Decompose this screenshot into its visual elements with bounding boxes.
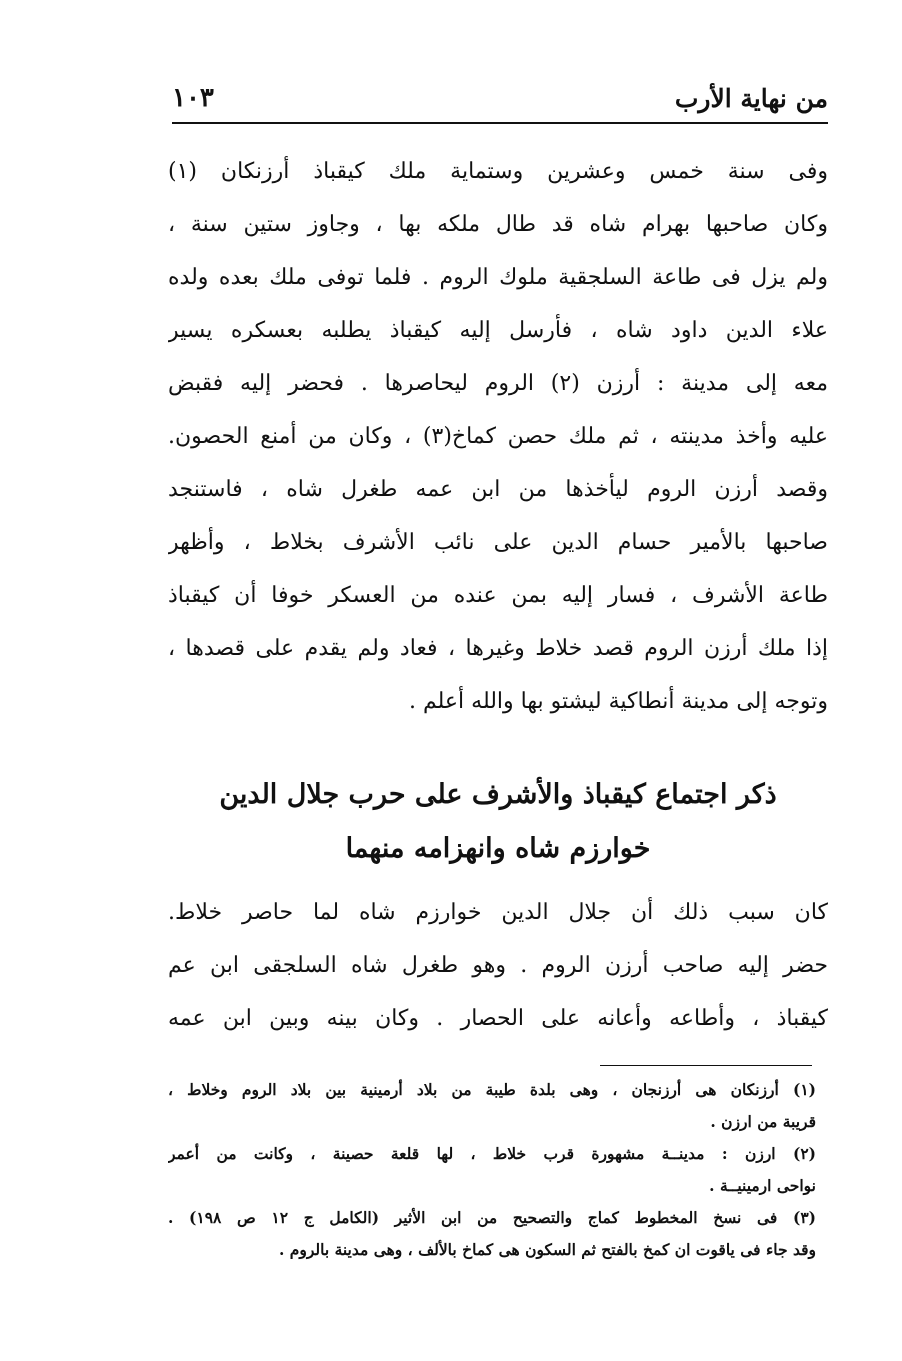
text-line: إذا ملك أرزن الروم قصد خلاط وغيرها ، فعاد ولم يقدم على قصدها ، <box>168 636 828 661</box>
text-line: طاعة الأشرف ، فسار إليه بمن عنده من العسكر خوفا أن كيقباذ <box>168 583 828 608</box>
page-number: ١٠٣ <box>172 83 214 113</box>
paragraph-2 <box>168 886 828 1045</box>
footnote-line: (٣) فى نسخ المخطوط كماج والتصحيح من ابن الأثير (الكامل ج ١٢ ص ١٩٨) . <box>168 1208 816 1227</box>
text-line: وقصد أرزن الروم ليأخذها من ابن عمه طغرل شاه ، فاستنجد <box>168 477 828 502</box>
heading-line: ذكر اجتماع كيقباذ والأشرف على حرب جلال الدين <box>219 779 777 810</box>
footnote-line: نواحى ارمينيــة . <box>709 1176 816 1195</box>
text-line: وكان صاحبها بهرام شاه قد طال ملكه بها ، وجاوز ستين سنة ، <box>168 212 828 237</box>
text-line: كان سبب ذلك أن جلال الدين خوارزم شاه لما حاصر خلاط. <box>168 900 828 925</box>
text-line: وفى سنة خمس وعشرين وستماية ملك كيقباذ أرزنكان (١) <box>168 159 828 184</box>
running-header <box>172 78 828 118</box>
text-line: ولم يزل فى طاعة السلجقية ملوك الروم . فلما توفى ملك بعده ولده <box>168 265 828 290</box>
paragraph-1 <box>168 145 828 728</box>
text-line: حضر إليه صاحب أرزن الروم . وهو طغرل شاه السلجقى ابن عم <box>168 953 828 978</box>
footnote-line: قريبة من ارزن . <box>710 1112 816 1131</box>
text-line: صاحبها بالأمير حسام الدين على نائب الأشرف بخلاط ، وأظهر <box>168 530 828 555</box>
footnote-line: (٢) ارزن : مدينــة مشهورة قرب خلاط ، لها قلعة حصينة ، وكانت من أعمر <box>168 1144 816 1163</box>
footnote-rule <box>600 1065 812 1066</box>
text-line: وتوجه إلى مدينة أنطاكية ليشتو بها والله أعلم . <box>409 689 828 714</box>
footnote-line: (١) أرزنكان هى أرزنجان ، وهى بلدة طيبة من بلاد أرمينية بين بلاد الروم وخلاط ، <box>168 1080 816 1099</box>
text-line: عليه وأخذ مدينته ، ثم ملك حصن كماخ(٣) ، وكان من أمنع الحصون. <box>168 424 828 449</box>
section-heading <box>168 768 828 876</box>
heading-line: خوارزم شاه وانهزامه منهما <box>345 833 651 864</box>
header-rule <box>172 122 828 124</box>
footnote-line: وقد جاء فى ياقوت ان كمخ بالفتح ثم السكون هى كماخ بالألف ، وهى مدينة بالروم . <box>278 1240 816 1259</box>
footnotes <box>168 1074 816 1266</box>
text-line: كيقباذ ، وأطاعه وأعانه على الحصار . وكان بينه وبين ابن عمه <box>168 1006 828 1031</box>
text-line: معه إلى مدينة : أرزن (٢) الروم ليحاصرها . فحضر إليه فقبض <box>168 371 828 396</box>
text-line: علاء الدين داود شاه ، فأرسل إليه كيقباذ يطلبه بعسكره يسير <box>168 318 828 343</box>
running-title: من نهاية الأرب <box>674 83 828 113</box>
